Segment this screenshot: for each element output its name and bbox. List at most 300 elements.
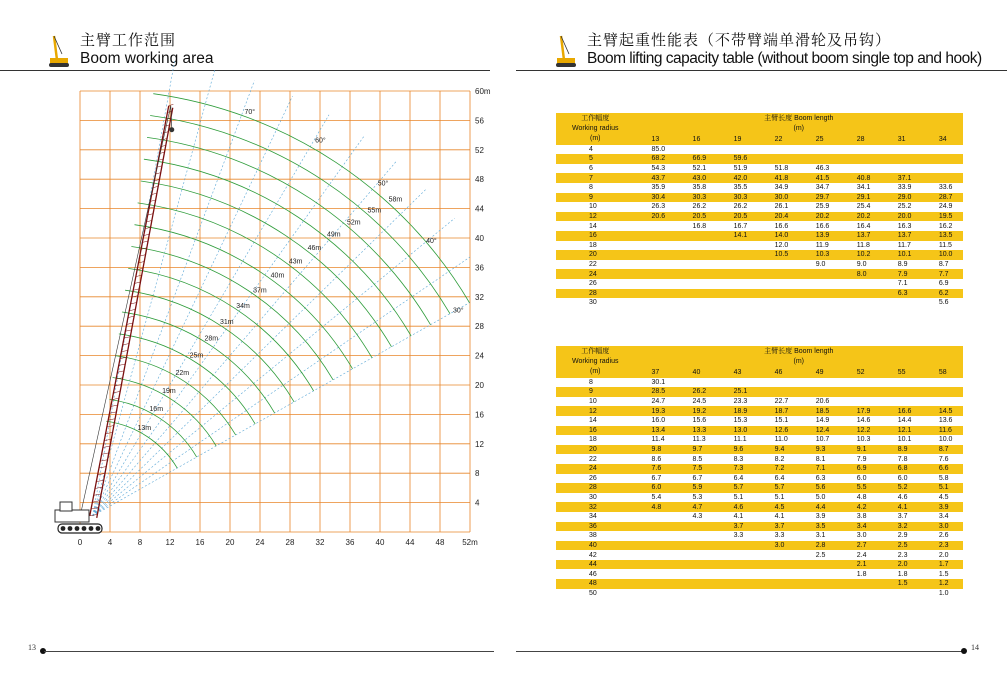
capacity-cell: 1.5 [881, 579, 922, 589]
capacity-cell: 8.9 [881, 445, 922, 455]
capacity-cell: 3.5 [799, 522, 840, 532]
capacity-cell [676, 589, 717, 599]
boom-length-label: 52m [346, 219, 361, 227]
capacity-cell [799, 298, 840, 308]
radius-cell: 38 [556, 531, 635, 541]
capacity-cell: 22.7 [758, 397, 799, 407]
capacity-cell: 41.8 [758, 173, 799, 183]
capacity-cell [922, 145, 963, 155]
table-row [556, 502, 963, 512]
capacity-cell [635, 221, 676, 231]
capacity-cell: 10.2 [840, 250, 881, 260]
capacity-cell: 4.1 [881, 502, 922, 512]
boom-lattice-member [123, 344, 129, 345]
boom-length-label: 31m [220, 318, 234, 326]
boom-lattice-member [99, 467, 106, 468]
track-wheel [61, 526, 66, 531]
radius-cell: 48 [556, 579, 635, 589]
capacity-cell [717, 550, 758, 560]
capacity-cell: 26.2 [676, 202, 717, 212]
capacity-cell: 7.9 [840, 454, 881, 464]
capacity-cell: 16.6 [758, 221, 799, 231]
track-wheel [89, 526, 94, 531]
capacity-cell [881, 145, 922, 155]
capacity-cell: 10.0 [922, 435, 963, 445]
capacity-cell: 25.4 [840, 202, 881, 212]
boom-lattice-member [133, 289, 139, 290]
capacity-cell: 10.3 [840, 435, 881, 445]
capacity-cell: 13.0 [717, 426, 758, 436]
capacity-cell [799, 154, 840, 164]
table-row [556, 445, 963, 455]
boom-length-label: 34m [236, 302, 250, 310]
capacity-cell: 10.0 [922, 250, 963, 260]
capacity-cell [676, 279, 717, 289]
capacity-cell [635, 541, 676, 551]
capacity-cell [840, 164, 881, 174]
capacity-cell [635, 560, 676, 570]
capacity-cell: 16.2 [922, 221, 963, 231]
capacity-cell: 59.6 [717, 154, 758, 164]
capacity-cell: 14.9 [799, 416, 840, 426]
capacity-cell: 14.4 [881, 416, 922, 426]
capacity-cell [799, 279, 840, 289]
capacity-cell: 2.1 [840, 560, 881, 570]
radius-header-cn: 工作幅度 [581, 114, 610, 122]
capacity-cell [676, 550, 717, 560]
table-row [556, 483, 963, 493]
capacity-cell [635, 279, 676, 289]
capacity-cell [717, 579, 758, 589]
hook-rope [171, 106, 172, 128]
capacity-cell: 3.0 [840, 531, 881, 541]
capacity-cell: 10.1 [881, 435, 922, 445]
capacity-cell [635, 269, 676, 279]
radius-header [556, 113, 635, 145]
boom-lattice-member [95, 487, 102, 488]
radius-cell: 10 [556, 202, 635, 212]
capacity-cell [758, 154, 799, 164]
capacity-cell: 1.7 [922, 560, 963, 570]
capacity-cell: 3.4 [922, 512, 963, 522]
capacity-cell: 20.2 [799, 212, 840, 222]
capacity-cell: 3.3 [758, 531, 799, 541]
boom-length-arc [131, 244, 333, 380]
capacity-cell: 54.3 [635, 164, 676, 174]
table-row [556, 454, 963, 464]
capacity-cell [717, 589, 758, 599]
boom-lattice-member [92, 501, 100, 502]
capacity-cell [676, 231, 717, 241]
capacity-cell: 25.2 [881, 202, 922, 212]
radius-cell: 40 [556, 541, 635, 551]
capacity-cell: 11.8 [840, 241, 881, 251]
capacity-cell [635, 298, 676, 308]
right-header-rule [516, 70, 1007, 71]
capacity-cell: 6.2 [922, 289, 963, 299]
capacity-cell [717, 541, 758, 551]
radius-cell: 32 [556, 502, 635, 512]
radius-header [556, 346, 635, 378]
footer-dot [961, 648, 967, 654]
radius-cell: 30 [556, 298, 635, 308]
capacity-cell: 11.6 [922, 426, 963, 436]
y-tick-label: 60m [475, 87, 491, 96]
boom-lattice-member [112, 398, 119, 399]
capacity-cell: 2.8 [799, 541, 840, 551]
capacity-cell: 43.7 [635, 173, 676, 183]
capacity-cell: 15.1 [758, 416, 799, 426]
capacity-cell [758, 298, 799, 308]
capacity-cell [635, 250, 676, 260]
x-tick-label: 12 [165, 538, 175, 547]
table-row [556, 173, 963, 183]
boom-length-header: 31 [881, 135, 922, 145]
capacity-cell: 4.1 [758, 512, 799, 522]
capacity-cell [676, 541, 717, 551]
capacity-cell: 7.3 [717, 464, 758, 474]
radius-cell: 28 [556, 483, 635, 493]
track-wheel [68, 526, 73, 531]
radius-cell: 50 [556, 589, 635, 599]
y-tick-label: 36 [475, 263, 484, 273]
radius-cell: 22 [556, 454, 635, 464]
capacity-cell: 51.8 [758, 164, 799, 174]
boom-length-label: 40m [270, 272, 285, 280]
capacity-cell: 11.9 [799, 241, 840, 251]
capacity-cell [799, 569, 840, 579]
capacity-cell [758, 289, 799, 299]
capacity-cell: 5.1 [758, 493, 799, 503]
capacity-cell: 5.9 [676, 483, 717, 493]
capacity-cell [717, 269, 758, 279]
capacity-cell: 26.1 [758, 202, 799, 212]
hook-block [169, 127, 174, 132]
capacity-cell: 16.4 [840, 221, 881, 231]
radius-cell: 42 [556, 550, 635, 560]
capacity-cell: 9.8 [635, 445, 676, 455]
crane-cab [60, 502, 72, 511]
capacity-cell: 7.1 [881, 279, 922, 289]
boom-length-arc [141, 181, 392, 347]
boom-length-header: 34 [922, 135, 963, 145]
table-row [556, 279, 963, 289]
boom-lattice-member [113, 391, 120, 392]
capacity-table-2 [556, 346, 963, 598]
capacity-cell [922, 378, 963, 388]
capacity-cell: 13.7 [881, 231, 922, 241]
radius-cell: 8 [556, 183, 635, 193]
radius-cell: 6 [556, 164, 635, 174]
x-tick-label: 16 [195, 538, 205, 547]
capacity-cell [758, 579, 799, 589]
capacity-cell [717, 260, 758, 270]
capacity-cell: 7.9 [881, 269, 922, 279]
radius-header-unit: (m) [590, 134, 601, 142]
radius-cell: 5 [556, 154, 635, 164]
capacity-cell: 4.8 [635, 502, 676, 512]
boom-angle-label: 50° [377, 180, 389, 188]
boom-length-arc [153, 94, 469, 303]
table-row [556, 531, 963, 541]
boom [90, 104, 174, 518]
table-row [556, 474, 963, 484]
boom-lattice-member [169, 104, 174, 105]
capacity-cell [635, 550, 676, 560]
capacity-cell: 10.7 [799, 435, 840, 445]
capacity-cell: 14.1 [717, 231, 758, 241]
radius-cell: 14 [556, 416, 635, 426]
capacity-cell: 4.6 [881, 493, 922, 503]
capacity-cell: 23.3 [717, 397, 758, 407]
table-row [556, 589, 963, 599]
capacity-cell: 33.6 [922, 183, 963, 193]
boom-lattice-member [128, 316, 134, 317]
capacity-cell [799, 269, 840, 279]
capacity-cell: 5.7 [717, 483, 758, 493]
capacity-cell: 2.3 [922, 541, 963, 551]
boom-lattice-member [106, 432, 113, 433]
capacity-cell: 46.3 [799, 164, 840, 174]
radius-cell: 20 [556, 445, 635, 455]
capacity-cell [635, 589, 676, 599]
capacity-cell [840, 298, 881, 308]
capacity-cell: 12.6 [758, 426, 799, 436]
capacity-cell: 5.8 [922, 474, 963, 484]
boom-length-arc [150, 116, 450, 314]
capacity-cell [758, 589, 799, 599]
capacity-cell: 12.0 [758, 241, 799, 251]
capacity-cell: 6.8 [881, 464, 922, 474]
capacity-cell: 29.1 [840, 193, 881, 203]
capacity-cell [676, 289, 717, 299]
boom-lattice-member [127, 323, 133, 324]
capacity-cell: 30.1 [635, 378, 676, 388]
table-row [556, 569, 963, 579]
capacity-cell [717, 560, 758, 570]
table-row [556, 435, 963, 445]
x-tick-label: 0 [77, 538, 83, 547]
footer-rule-left [44, 651, 494, 652]
capacity-cell: 14.6 [840, 416, 881, 426]
capacity-cell [717, 378, 758, 388]
boom-length-label: 43m [288, 258, 303, 266]
capacity-cell: 51.9 [717, 164, 758, 174]
x-tick-label: 48 [435, 538, 445, 547]
table-row [556, 387, 963, 397]
capacity-cell: 16.7 [717, 221, 758, 231]
table-row [556, 145, 963, 155]
capacity-cell: 26.2 [717, 202, 758, 212]
capacity-cell [758, 569, 799, 579]
capacity-cell: 9.0 [799, 260, 840, 270]
boom-length-label: 55m [367, 207, 382, 215]
capacity-cell [922, 154, 963, 164]
boom-length-label: 58m [388, 196, 403, 204]
radius-cell: 16 [556, 231, 635, 241]
capacity-cell: 1.8 [881, 569, 922, 579]
capacity-cell: 6.9 [922, 279, 963, 289]
capacity-cell: 19.2 [676, 406, 717, 416]
radius-cell: 14 [556, 221, 635, 231]
capacity-cell: 66.9 [676, 154, 717, 164]
radius-cell: 18 [556, 241, 635, 251]
boom-lattice-member [103, 446, 110, 447]
radius-cell: 24 [556, 464, 635, 474]
boom-length-header: 19 [717, 135, 758, 145]
capacity-cell: 20.6 [799, 397, 840, 407]
capacity-cell [717, 569, 758, 579]
capacity-cell [635, 512, 676, 522]
capacity-cell [840, 154, 881, 164]
table-row [556, 298, 963, 308]
y-tick-label: 44 [475, 204, 484, 214]
capacity-cell [840, 397, 881, 407]
capacity-cell: 20.5 [717, 212, 758, 222]
length-header-unit: (m) [793, 358, 804, 365]
capacity-cell: 29.0 [881, 193, 922, 203]
capacity-cell: 10.5 [758, 250, 799, 260]
capacity-cell: 1.5 [922, 569, 963, 579]
capacity-cell: 9.6 [717, 445, 758, 455]
capacity-cell: 5.2 [881, 483, 922, 493]
capacity-cell: 19.3 [635, 406, 676, 416]
capacity-cell: 15.6 [676, 416, 717, 426]
boom-lattice-member [100, 460, 107, 461]
table-row [556, 260, 963, 270]
capacity-cell: 6.0 [881, 474, 922, 484]
table-row [556, 183, 963, 193]
x-tick-label: 44 [405, 538, 415, 547]
table-row [556, 406, 963, 416]
capacity-cell: 41.5 [799, 173, 840, 183]
capacity-cell [840, 387, 881, 397]
boom-length-header: 28 [840, 135, 881, 145]
capacity-cell: 33.9 [881, 183, 922, 193]
boom-length-header: 55 [881, 368, 922, 378]
capacity-cell: 8.5 [676, 454, 717, 464]
boom-lattice-member [110, 412, 117, 413]
capacity-cell: 3.2 [881, 522, 922, 532]
capacity-cell: 3.0 [758, 541, 799, 551]
capacity-cell: 35.9 [635, 183, 676, 193]
capacity-cell [676, 560, 717, 570]
right-title-cn: 主臂起重性能表（不带臂端单滑轮及吊钩） [587, 32, 892, 49]
capacity-cell: 4.5 [922, 493, 963, 503]
table-row [556, 241, 963, 251]
capacity-cell [881, 397, 922, 407]
capacity-cell: 2.3 [881, 550, 922, 560]
boom-length-label: 19m [162, 387, 176, 395]
capacity-cell [717, 289, 758, 299]
capacity-cell [922, 164, 963, 174]
capacity-cell [799, 579, 840, 589]
capacity-cell [840, 589, 881, 599]
capacity-cell: 2.6 [922, 531, 963, 541]
table-row [556, 212, 963, 222]
capacity-cell: 16.6 [799, 221, 840, 231]
right-header [555, 32, 982, 68]
x-tick-label: 8 [137, 538, 143, 547]
capacity-cell: 13.9 [799, 231, 840, 241]
x-tick-label: 20 [225, 538, 235, 547]
table-row [556, 512, 963, 522]
capacity-cell: 11.3 [676, 435, 717, 445]
y-tick-label: 20 [475, 381, 484, 390]
capacity-cell: 2.5 [881, 541, 922, 551]
capacity-cell: 6.3 [799, 474, 840, 484]
boom-length-label: 37m [253, 287, 267, 295]
table-row [556, 231, 963, 241]
capacity-cell: 28.5 [635, 387, 676, 397]
boom-lattice-member [97, 108, 173, 518]
capacity-cell [758, 279, 799, 289]
capacity-cell [881, 298, 922, 308]
boom-lattice-member [98, 473, 105, 474]
boom-angle-label: 40° [426, 238, 437, 246]
boom-lattice-member [108, 419, 115, 420]
boom-length-header: 43 [717, 368, 758, 378]
capacity-cell [840, 145, 881, 155]
length-header [635, 113, 964, 135]
length-header [635, 346, 964, 368]
capacity-cell [799, 289, 840, 299]
boom-length-label: 13m [137, 424, 152, 432]
capacity-cell [676, 378, 717, 388]
capacity-cell [676, 269, 717, 279]
capacity-cell: 20.0 [881, 212, 922, 222]
capacity-cell [758, 387, 799, 397]
capacity-cell: 30.3 [676, 193, 717, 203]
boom-angle-label: 70° [244, 109, 256, 117]
x-tick-label: 36 [345, 538, 355, 547]
capacity-cell: 35.8 [676, 183, 717, 193]
capacity-cell: 7.6 [922, 454, 963, 464]
capacity-cell: 3.3 [717, 531, 758, 541]
table-row [556, 154, 963, 164]
table-row [556, 550, 963, 560]
capacity-cell: 34.1 [840, 183, 881, 193]
boom-length-label: 28m [204, 335, 219, 343]
radius-cell: 26 [556, 474, 635, 484]
capacity-cell [799, 560, 840, 570]
capacity-cell [758, 269, 799, 279]
capacity-cell: 5.4 [635, 493, 676, 503]
capacity-cell: 3.9 [799, 512, 840, 522]
working-area-chart [40, 87, 491, 560]
capacity-cell: 7.2 [758, 464, 799, 474]
capacity-cell [676, 298, 717, 308]
capacity-cell: 24.5 [676, 397, 717, 407]
capacity-cell: 6.0 [635, 483, 676, 493]
radius-header-en: Working radius [571, 124, 619, 132]
capacity-cell: 24.9 [922, 202, 963, 212]
capacity-cell: 6.7 [635, 474, 676, 484]
capacity-cell [635, 241, 676, 251]
capacity-cell: 7.8 [881, 454, 922, 464]
capacity-cell: 25.9 [799, 202, 840, 212]
capacity-cell: 3.0 [922, 522, 963, 532]
capacity-cell: 30.3 [717, 193, 758, 203]
capacity-cell: 5.0 [799, 493, 840, 503]
capacity-cell: 16.8 [676, 221, 717, 231]
capacity-table-1 [556, 113, 963, 308]
capacity-cell: 4.3 [676, 512, 717, 522]
y-tick-label: 40 [475, 234, 484, 243]
capacity-cell: 8.2 [758, 454, 799, 464]
y-tick-label: 28 [475, 322, 484, 332]
capacity-cell: 3.4 [840, 522, 881, 532]
